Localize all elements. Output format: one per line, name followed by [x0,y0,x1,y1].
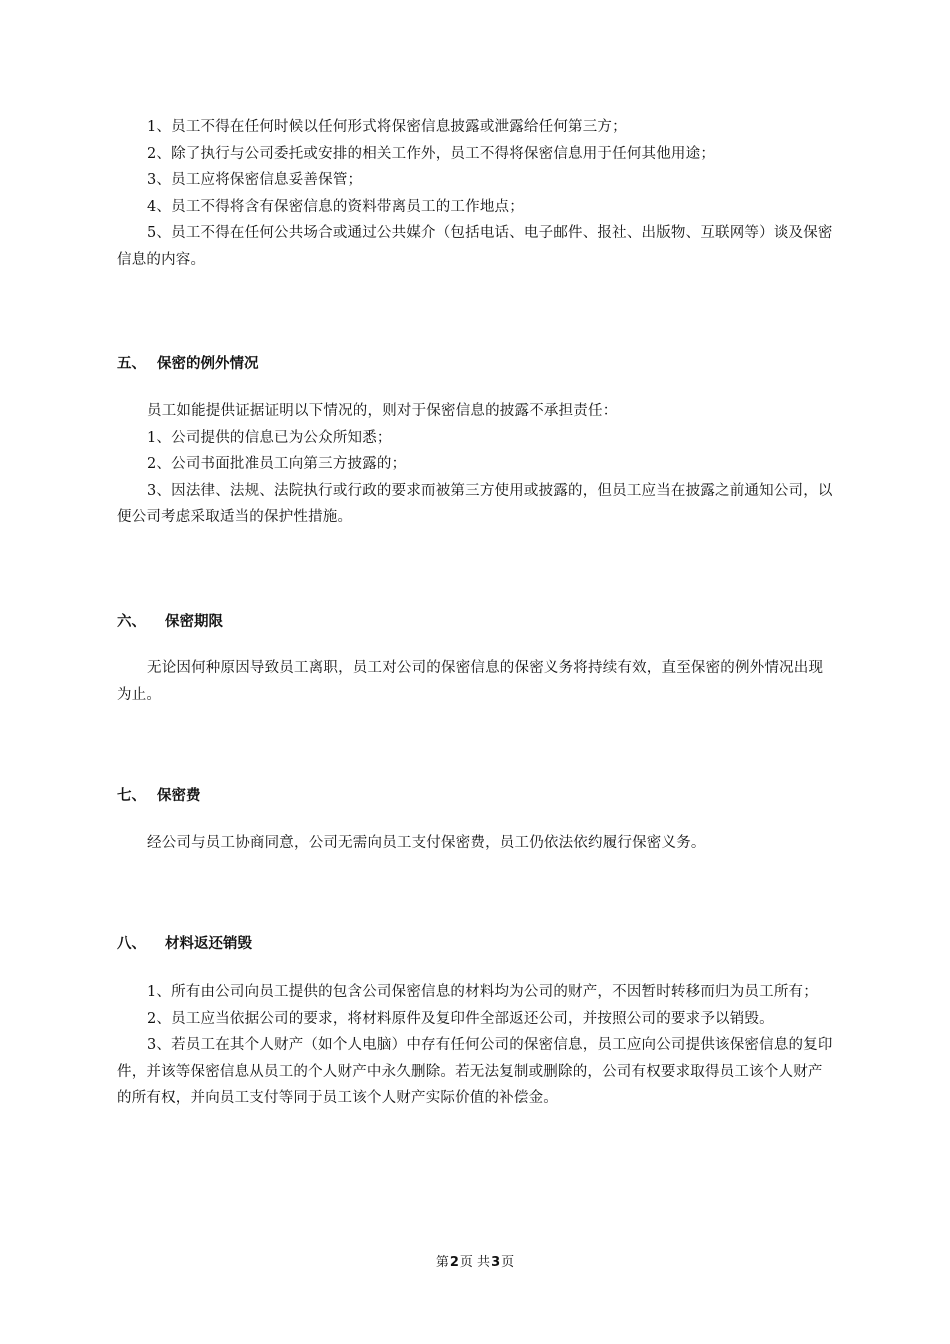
section7-body [117,830,833,857]
section6-heading [117,612,223,632]
section4-item-2: 2、除了执行与公司委托或安排的相关工作外，员工不得将保密信息用于任何其他用途； [147,145,716,162]
section4-item-3: 3、员工应将保密信息妥善保管； [147,172,363,188]
section7-heading [117,786,201,806]
section5-title: 保密的例外情况 [157,356,259,372]
footer-page-number: 2 [449,1255,459,1270]
section6-number: 六、 [117,614,146,630]
section8-body [117,979,833,1112]
section7-title: 保密费 [157,788,201,804]
section6-body [117,655,833,708]
section5-body [117,398,833,531]
footer-prefix: 第 [435,1255,449,1270]
section5-item-2: 2、公司书面批准员工向第三方披露的； [147,456,407,472]
section5-item-1: 1、公司提供的信息已为公众所知悉； [147,429,392,446]
section6-item-1: 无论因何种原因导致员工离职，员工对公司的保密信息的保密义务将持续有效，直至保密的例外情况出现为止。 [117,660,824,703]
page-footer [0,1254,950,1272]
footer-suffix: 页 [501,1255,515,1270]
footer-total-pages: 3 [491,1255,501,1270]
section5-heading [117,354,259,374]
section5-item-3: 3、因法律、法规、法院执行或行政的要求而被第三方使用或披露的，但员工应当在披露之前通知公司，以便公司考虑采取适当的保护性措施。 [117,482,833,525]
section8-item-3: 3、若员工在其个人财产（如个人电脑）中存有任何公司的保密信息，员工应向公司提供该保密信息的复印件，并该等保密信息从员工的个人财产中永久删除。若无法复制或删除的，公司有权要求取得员工该个人财产的所有权，并向员工支付等同于员工该个人财产实际价值的补偿金。 [117,1037,833,1106]
section7-item-1: 经公司与员工协商同意，公司无需向员工支付保密费，员工仍依法依约履行保密义务。 [147,835,706,851]
section4-item-1: 1、员工不得在任何时候以任何形式将保密信息披露或泄露给任何第三方； [147,119,627,135]
section5-number: 五、 [117,356,146,372]
section5-item-intro: 员工如能提供证据证明以下情况的，则对于保密信息的披露不承担责任： [147,403,618,419]
section7-number: 七、 [117,788,146,804]
section8-heading [117,934,252,954]
section4-item-5: 5、员工不得在任何公共场合或通过公共媒介（包括电话、电子邮件、报社、出版物、互联网等）谈及保密信息的内容。 [117,225,833,268]
section4-list [117,114,833,273]
section8-item-2: 2、员工应当依据公司的要求，将材料原件及复印件全部返还公司，并按照公司的要求予以销毁。 [147,1010,774,1027]
section6-title: 保密期限 [165,614,223,630]
section4-item-4: 4、员工不得将含有保密信息的资料带离员工的工作地点； [147,198,524,215]
section8-title: 材料返还销毁 [165,936,252,952]
section8-item-1: 1、所有由公司向员工提供的包含公司保密信息的材料均为公司的财产，不因暂时转移而归为员工所有； [147,984,818,1000]
section8-number: 八、 [117,936,146,952]
footer-middle: 页 共 [459,1255,491,1270]
